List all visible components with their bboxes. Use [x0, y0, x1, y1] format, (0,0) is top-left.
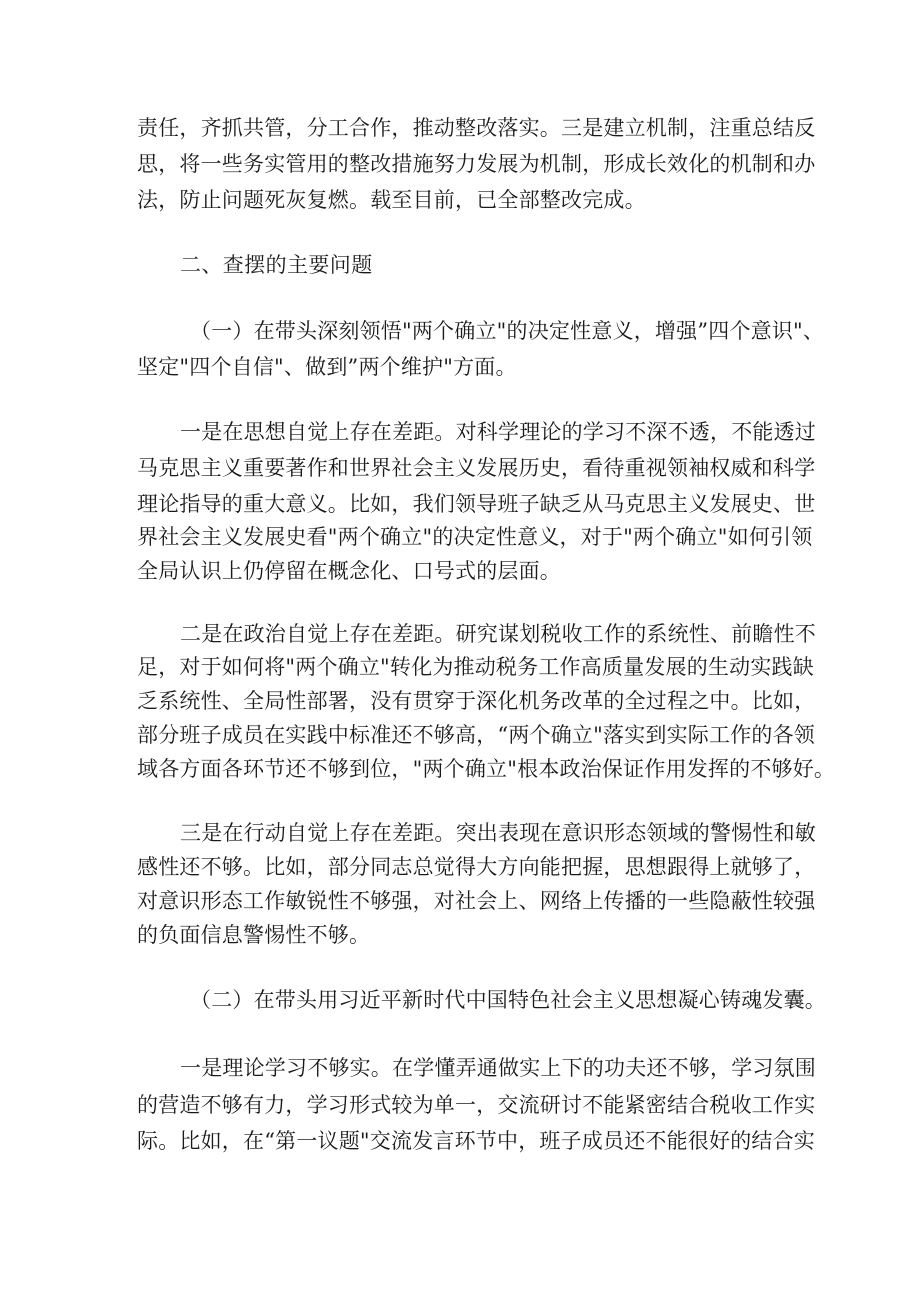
text-line: 理论指导的重大意义。比如，我们领导班子缺乏从马克思主义发展史、世 — [137, 492, 816, 516]
text-line: 的营造不够有力，学习形式较为单一，交流研讨不能紧密结合税收工作实 — [137, 1093, 816, 1117]
text-line: 一是在思想自觉上存在差距。对科学理论的学习不深不透，不能透过 — [180, 420, 816, 444]
text-line: 部分班子成员在实践中标准还不够高，“两个确立"落实到实际工作的各领 — [137, 723, 815, 747]
subsection-heading: （二）在带头用习近平新时代中国特色社会主义思想凝心铸魂发囊。 — [190, 988, 826, 1012]
text-line: 感性还不够。比如，部分同志总觉得大方向能把握，思想跟得上就够了， — [137, 855, 816, 879]
text-line: 的负面信息警惕性不够。 — [137, 923, 371, 947]
text-line: 全局认识上仍停留在概念化、口号式的层面。 — [137, 559, 561, 583]
text-line: 马克思主义重要著作和世界社会主义发展历史，看待重视领袖权威和科学 — [137, 456, 816, 480]
text-line: 对意识形态工作敏锐性不够强，对社会上、网络上传播的一些隐蔽性较强 — [137, 889, 816, 913]
text-line: 乏系统性、全局性部署，没有贯穿于深化机务改革的全过程之中。比如， — [137, 689, 816, 713]
section-heading: 二、查摆的主要问题 — [180, 253, 373, 277]
text-line: 二是在政治自觉上存在差距。研究谋划税收工作的系统性、前瞻性不 — [180, 622, 816, 646]
text-line: 际。比如，在“第一议题"交流发言环节中，班子成员还不能很好的结合实 — [137, 1129, 815, 1153]
text-line: 足，对于如何将"两个确立"转化为推动税务工作高质量发展的生动实践缺 — [137, 655, 814, 679]
text-line: 域各方面各环节还不够到位，"两个确立"根本政治保证作用发挥的不够好。 — [137, 757, 836, 781]
text-line: 坚定"四个自信"、做到”两个维护"方面。 — [137, 355, 517, 379]
text-line: 思，将一些务实管用的整改措施努力发展为机制，形成长效化的机制和办 — [137, 152, 816, 176]
text-line: 一是理论学习不够实。在学懂弄通做实上下的功夫还不够，学习氛围 — [180, 1056, 816, 1080]
text-line: 三是在行动自觉上存在差距。突出表现在意识形态领域的警惕性和敏 — [180, 821, 816, 845]
text-line: 责任，齐抓共管，分工合作，推动整改落实。三是建立机制，注重总结反 — [137, 116, 816, 140]
text-line: 界社会主义发展史看"两个确立"的决定性意义，对于"两个确立"如何引领 — [137, 525, 813, 549]
subsection-heading: （一）在带头深刻领悟"两个确立"的决定性意义，增强”四个意识"、 — [190, 319, 825, 343]
text-line: 法，防止问题死灰复燃。载至目前，已全部整改完成。 — [137, 188, 646, 212]
